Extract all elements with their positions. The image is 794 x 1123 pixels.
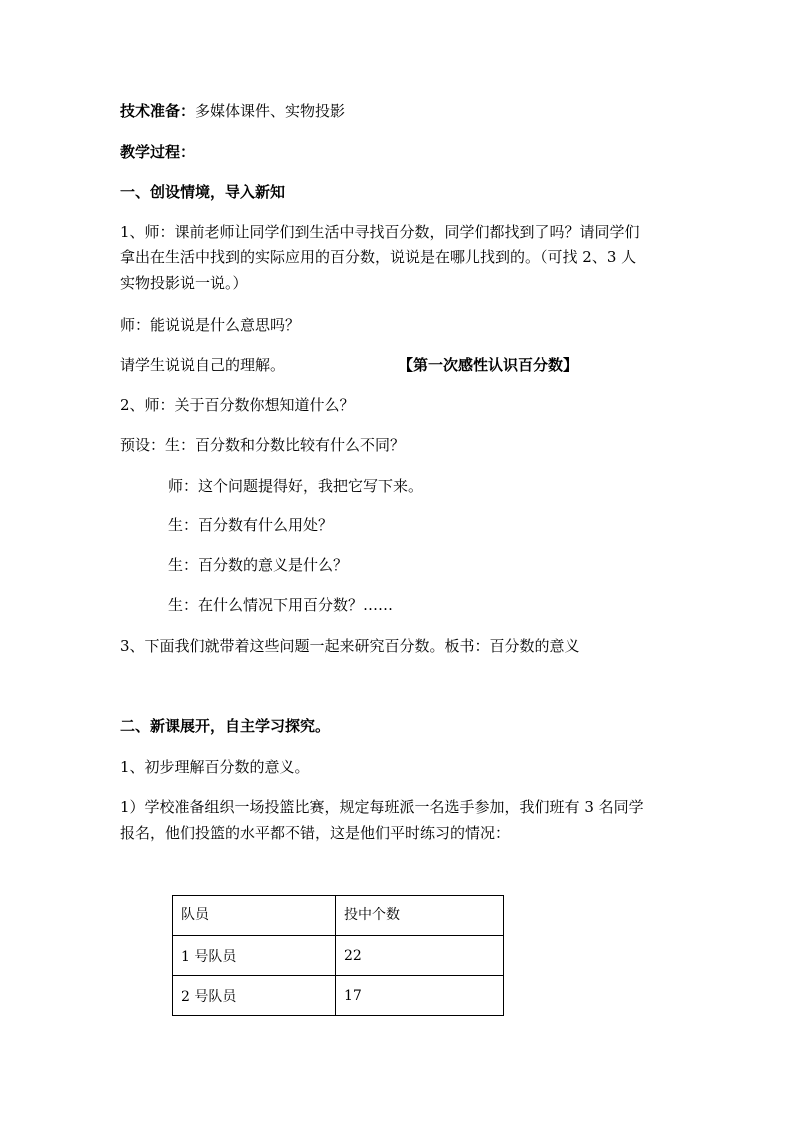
paragraph-line: 生：百分数有什么用处？ <box>168 516 334 534</box>
paragraph-line: 1）学校准备组织一场投篮比赛，规定每班派一名选手参加，我们班有 3 名同学 <box>120 798 644 816</box>
process-label: 教学过程： <box>120 143 196 161</box>
annotation-note: 【第一次感性认识百分数】 <box>398 356 579 374</box>
paragraph-line: 请学生说说自己的理解。 <box>120 356 286 374</box>
table-row <box>173 936 504 976</box>
table-header-cell: 队员 <box>173 896 336 936</box>
table-cell: 2 号队员 <box>173 976 336 1016</box>
paragraph-line: 师：这个问题提得好，我把它写下来。 <box>168 477 424 495</box>
paragraph-line: 预设：生：百分数和分数比较有什么不同？ <box>120 436 406 454</box>
paragraph-line: 3、下面我们就带着这些问题一起来研究百分数。板书：百分数的意义 <box>120 637 580 655</box>
table-cell: 1 号队员 <box>173 936 336 976</box>
tech-prep-text: 多媒体课件、实物投影 <box>195 102 346 120</box>
tech-prep-label: 技术准备： <box>120 102 196 120</box>
tech-prep-line <box>120 101 345 121</box>
paragraph-line: 拿出在生活中找到的实际应用的百分数，说说是在哪儿找到的。（可找 2、3 人 <box>120 248 637 266</box>
paragraph-line: 生：百分数的意义是什么？ <box>168 556 349 574</box>
paragraph-line: 2、师：关于百分数你想知道什么？ <box>120 396 355 414</box>
table-header-row <box>173 896 504 936</box>
section1-heading: 一、创设情境，导入新知 <box>120 183 286 201</box>
paragraph-line: 1、师：课前老师让同学们到生活中寻找百分数，同学们都找到了吗？请同学们 <box>120 223 640 241</box>
practice-table <box>172 895 504 1016</box>
table-cell: 17 <box>336 976 504 1016</box>
paragraph-line: 报名，他们投篮的水平都不错，这是他们平时练习的情况： <box>120 824 511 842</box>
paragraph-line: 1、初步理解百分数的意义。 <box>120 758 310 776</box>
paragraph-line: 生：在什么情况下用百分数？…… <box>168 596 394 614</box>
paragraph-line: 师：能说说是什么意思吗？ <box>120 316 301 334</box>
paragraph-line: 实物投影说一说。） <box>120 274 248 292</box>
section2-heading: 二、新课展开，自主学习探究。 <box>120 717 331 735</box>
table-row <box>173 976 504 1016</box>
table-cell: 22 <box>336 936 504 976</box>
table-header-cell: 投中个数 <box>336 896 504 936</box>
